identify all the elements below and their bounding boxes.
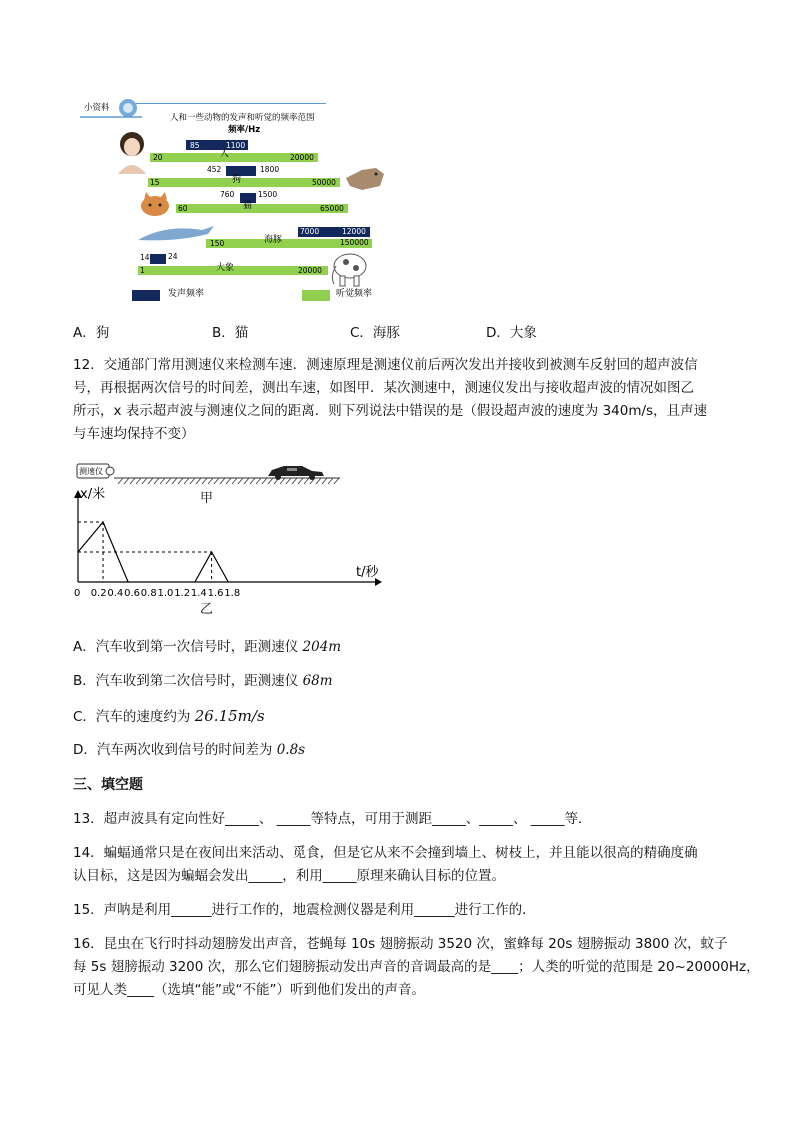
cat-voice-high: 1500 [258,190,278,199]
q12-option-c[interactable] [73,705,265,729]
dolphin-hear-low: 150 [210,239,225,248]
q11-option-a[interactable]: A．狗 [73,325,110,341]
xt-chart [60,484,390,614]
human-hear-high: 20000 [290,153,314,162]
dog-voice-high: 1800 [260,165,280,174]
speed-device-label: 测速仪 [79,467,103,476]
q16-line-2: 每 5s 翅膀振动 3200 次，那么它们翅膀振动发出声音的音调最高的是____；人类的听觉的范围是 20~20000Hz， [73,959,760,975]
x-tick-label: 0.4 [107,588,124,599]
q13-question: 13．超声波具有定向性好_____、 _____等特点，可用于测距_____、_____、 _____等． [73,811,592,827]
x-tick-label: 1.8 [224,588,241,599]
chart-unit: 频率/Hz [228,125,261,135]
legend-hear-swatch [302,290,330,301]
x-tick-label: 0.8 [140,588,157,599]
q12-option-b-text: B．汽车收到第二次信号时，距测速仪 [73,673,303,689]
x-axis-label: t/秒 [356,565,379,580]
x-tick-label: 1.4 [190,588,207,599]
dolphin-hear-high: 150000 [340,238,369,247]
dolphin-name: 海豚 [264,235,283,245]
person-icon [114,130,152,174]
q11-option-b[interactable]: B．猫 [212,325,249,341]
dog-hear-low: 15 [150,178,160,187]
elephant-hear-low: 1 [140,266,145,275]
chart-title: 人和一些动物的发声和听觉的频率范围 [170,113,315,123]
x-tick-label: 0.6 [124,588,141,599]
q12-line-3: 所示，x 表示超声波与测速仪之间的距离．则下列说法中错误的是（假设超声波的速度为 340m/s，且声速 [73,403,708,419]
q12-question [73,354,753,446]
dolphin-icon [136,222,216,246]
q12-option-d-value: 0.8s [276,742,306,758]
q11-option-d[interactable]: D．大象 [486,325,537,341]
q12-option-d[interactable] [73,739,305,762]
q12-option-b[interactable] [73,670,333,693]
cat-voice-low: 760 [220,190,235,199]
q14-line-1: 14．蝙蝠通常只是在夜间出来活动、觅食，但是它从来不会撞到墙上、树枝上，并且能以很高的精确度确 [73,845,698,861]
human-hear-low: 20 [153,153,163,162]
x-tick-label: 0.2 [90,588,107,599]
voice-bar-elephant [150,254,166,264]
voice-bar-dog [226,166,256,176]
q12-option-a-text: A．汽车收到第一次信号时，距测速仪 [73,639,303,655]
x-tick-label: 0 [74,588,81,599]
cat-icon [138,192,172,218]
fig-b-label: 乙 [200,602,214,617]
q16-line-3: 可见人类____（选填“能”或“不能”）听到他们发出的声音。 [73,982,425,998]
q12-option-c-value: 26.15m/s [194,707,265,725]
legend-hear-label: 听觉频率 [336,289,373,299]
section-3-heading: 三、填空题 [73,777,143,793]
fig-a-label: 甲 [200,491,214,506]
cat-name: 猫 [243,201,253,211]
cat-hear-high: 65000 [320,204,344,213]
q14-line-2: 认目标，这是因为蝙蝠会发出_____，利用_____原理来确认目标的位置。 [73,868,505,884]
info-tag-label: 小资料 [84,103,110,113]
human-name: 人 [220,149,230,159]
x-tick-label: 1.6 [207,588,224,599]
elephant-hear-high: 20000 [298,266,322,275]
q12-line-4: 与车速均保持不变） [73,426,195,442]
q12-line-1: 12．交通部门常用测速仪来检测车速．测速原理是测速仪前后两次发出并接收到被测车反射回的超声波信 [73,357,698,373]
q12-line-2: 号，再根据两次信号的时间差，测出车速，如图甲．某次测速中，测速仪发出与接收超声波的情况如图乙 [73,380,694,396]
q12-option-c-text: C．汽车的速度约为 [73,709,195,725]
dolphin-voice-low: 7000 [300,227,320,236]
dog-hear-high: 50000 [312,178,336,187]
q16-question [73,933,763,1002]
elephant-voice-low: 14 [140,253,150,262]
dolphin-voice-high: 12000 [342,227,366,236]
dog-icon [342,164,386,194]
cat-hear-low: 60 [178,204,188,213]
q12-option-b-value: 68m [302,673,333,689]
q15-question: 15．声呐是利用______进行工作的，地震检测仪器是利用______进行工作的． [73,902,536,918]
elephant-voice-high: 24 [168,252,178,261]
elephant-name: 大象 [216,263,235,273]
legend-voice-label: 发声频率 [168,289,205,299]
legend-voice-swatch [132,290,160,301]
x-tick-label: 1.0 [157,588,174,599]
dog-name: 狗 [232,175,242,185]
elephant-icon [326,248,370,288]
x-tick-label: 1.2 [174,588,191,599]
q11-option-c[interactable]: C．海豚 [350,325,400,341]
human-voice-high: 1100 [226,141,246,150]
q14-question [73,842,753,888]
dog-voice-low: 452 [207,165,222,174]
q12-option-d-text: D．汽车两次收到信号的时间差为 [73,742,277,758]
q16-line-1: 16．昆虫在飞行时抖动翅膀发出声音，苍蝇每 10s 翅膀振动 3520 次，蜜蜂每 20s 翅膀振动 3800 次，蚊子 [73,936,728,952]
q12-option-a-value: 204m [302,639,342,655]
tag-rule [136,103,326,104]
human-voice-low: 85 [190,141,200,150]
info-tag [80,96,140,118]
speed-device-sensor [106,467,114,475]
animal-frequency-chart [80,92,400,310]
q12-option-a[interactable] [73,636,341,659]
y-axis-label: x/米 [80,487,106,502]
